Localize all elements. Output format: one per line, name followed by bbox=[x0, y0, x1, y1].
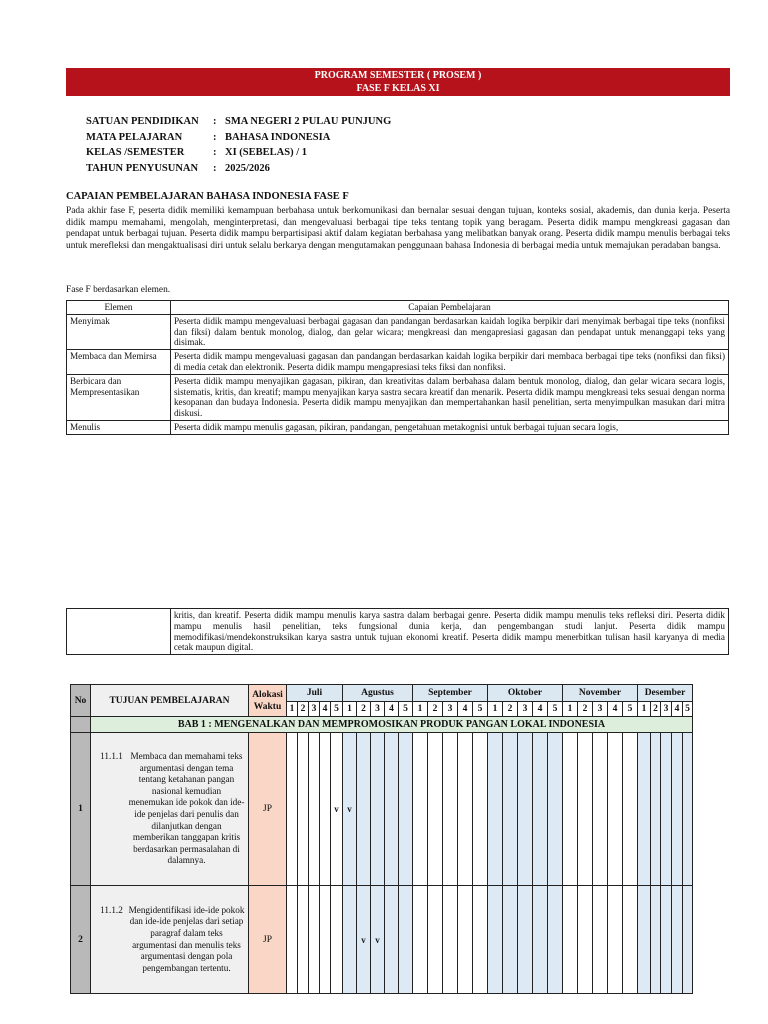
table-row bbox=[67, 609, 729, 655]
week-cell bbox=[578, 733, 593, 886]
week-header: 5 bbox=[683, 702, 693, 717]
week-cell bbox=[593, 733, 608, 886]
alokasi-cell: JP bbox=[249, 733, 287, 886]
identity-colon: : bbox=[213, 116, 217, 128]
week-header: 1 bbox=[287, 702, 298, 717]
identity-colon: : bbox=[213, 162, 217, 174]
month-header: Juli bbox=[287, 685, 343, 702]
week-header: 5 bbox=[623, 702, 638, 717]
week-cell bbox=[683, 733, 693, 886]
week-cell bbox=[320, 733, 331, 886]
week-cell bbox=[443, 886, 458, 994]
week-cell bbox=[357, 733, 371, 886]
tp-code: 11.1.2 bbox=[100, 904, 123, 915]
identity-row bbox=[86, 114, 391, 130]
week-cell bbox=[563, 886, 578, 994]
identity-row bbox=[86, 130, 391, 146]
week-header: 5 bbox=[331, 702, 343, 717]
week-cell bbox=[651, 886, 661, 994]
identity-colon: : bbox=[213, 147, 217, 159]
table-row bbox=[71, 733, 693, 886]
week-header: 2 bbox=[651, 702, 661, 717]
col-header-elemen: Elemen bbox=[67, 301, 171, 315]
title-line-2: FASE F KELAS XI bbox=[356, 83, 440, 94]
month-header: November bbox=[563, 685, 638, 702]
week-header: 3 bbox=[661, 702, 672, 717]
week-cell bbox=[638, 886, 651, 994]
week-mark: v bbox=[357, 886, 371, 994]
week-cell bbox=[473, 733, 488, 886]
week-cell bbox=[623, 886, 638, 994]
week-header: 5 bbox=[473, 702, 488, 717]
week-header: 4 bbox=[385, 702, 399, 717]
week-cell bbox=[593, 886, 608, 994]
week-cell bbox=[548, 733, 563, 886]
element-name: Menulis bbox=[67, 420, 171, 434]
tujuan-cell bbox=[91, 886, 249, 994]
week-cell bbox=[661, 733, 672, 886]
identity-label: SATUAN PENDIDIKAN bbox=[86, 116, 199, 128]
week-cell bbox=[518, 733, 533, 886]
week-cell bbox=[413, 733, 428, 886]
week-cell bbox=[623, 733, 638, 886]
week-mark: v bbox=[343, 733, 357, 886]
elements-table-continued bbox=[66, 608, 729, 655]
week-header: 3 bbox=[593, 702, 608, 717]
week-cell bbox=[563, 733, 578, 886]
week-header: 4 bbox=[458, 702, 473, 717]
identity-value: 2025/2026 bbox=[225, 162, 270, 174]
week-header: 2 bbox=[298, 702, 309, 717]
week-header: 4 bbox=[320, 702, 331, 717]
element-desc: Peserta didik mampu mengevaluasi gagasan dan pandangan berdasarkan kaidah logika berpikir dari membaca berbagai tipe teks (nonfiksi dan fiksi) di media cetak dan elektronik. Peserta didik mampu mengapresiasi teks fiksi dan nonfiksi. bbox=[170, 350, 728, 375]
tp-code: 11.1.1 bbox=[100, 751, 123, 762]
week-cell bbox=[399, 733, 413, 886]
week-cell bbox=[385, 886, 399, 994]
empty-element-cell bbox=[67, 609, 171, 655]
week-cell bbox=[458, 733, 473, 886]
week-cell bbox=[488, 886, 503, 994]
week-cell bbox=[683, 886, 693, 994]
week-cell bbox=[638, 733, 651, 886]
table-row bbox=[67, 350, 729, 375]
week-cell bbox=[320, 886, 331, 994]
week-cell bbox=[298, 733, 309, 886]
element-desc: Peserta didik mampu mengevaluasi berbagai gagasan dan pandangan berdasarkan kaidah logika berpikir dari menyimak berbagai tipe teks (nonfiksi dan fiksi) dalam bentuk monolog, dialog, dan gelar wicara; mengkreasi dan mengapresiasi gagasan dan pendapat untuk menanggapi teks yang disimak. bbox=[170, 314, 728, 349]
week-cell bbox=[503, 733, 518, 886]
week-cell bbox=[533, 886, 548, 994]
identity-colon: : bbox=[213, 131, 217, 143]
week-cell bbox=[458, 886, 473, 994]
capaian-title: CAPAIAN PEMBELAJARAN BAHASA INDONESIA FASE F bbox=[66, 191, 349, 202]
week-cell bbox=[672, 733, 683, 886]
identity-row bbox=[86, 145, 391, 161]
week-cell bbox=[309, 733, 320, 886]
identity-label: KELAS /SEMESTER bbox=[86, 147, 185, 159]
week-header: 1 bbox=[488, 702, 503, 717]
week-cell bbox=[578, 886, 593, 994]
week-cell bbox=[518, 886, 533, 994]
week-cell bbox=[651, 733, 661, 886]
table-row bbox=[67, 420, 729, 434]
identity-value: BAHASA INDONESIA bbox=[225, 131, 331, 143]
week-header: 2 bbox=[357, 702, 371, 717]
week-cell bbox=[533, 733, 548, 886]
week-cell bbox=[488, 733, 503, 886]
bab-title: BAB 1 : MENGENALKAN DAN MEMPROMOSIKAN PRODUK PANGAN LOKAL INDONESIA bbox=[91, 717, 693, 733]
element-name: Menyimak bbox=[67, 314, 171, 349]
week-header: 5 bbox=[548, 702, 563, 717]
col-header-capaian: Capaian Pembelajaran bbox=[170, 301, 728, 315]
element-name: Membaca dan Memirsa bbox=[67, 350, 171, 375]
week-header: 2 bbox=[578, 702, 593, 717]
capaian-paragraph: Pada akhir fase F, peserta didik memiliki kemampuan berbahasa untuk berkomunikasi dan bernalar sesuai dengan tujuan, konteks sosial, akademis, dan dunia kerja. Peserta didik mampu memahami, mengolah, menginterpretasi, dan mengevaluasi berbagai tipe teks tentang topik yang beragam. Peserta didik mampu mengkreasi gagasan dan pendapat untuk berbagai tujuan. Peserta didik mampu berpartisipasi aktif dalam kegiatan berbahasa yang melibatkan banyak orang. Peserta didik mampu menulis berbagai teks untuk merefleksi dan mengaktualisasi diri untuk selalu berkarya dengan mengutamakan penggunaan bahasa Indonesia di berbagai media untuk memajukan peradaban bangsa. bbox=[66, 206, 730, 251]
phase-line: Fase F berdasarkan elemen. bbox=[66, 285, 171, 295]
week-cell bbox=[548, 886, 563, 994]
week-header: 3 bbox=[371, 702, 385, 717]
week-cell bbox=[331, 886, 343, 994]
tujuan-cell bbox=[91, 733, 249, 886]
tp-text: Membaca dan memahami teks argumentasi dengan tema tentang ketahanan pangan nasional kemudian menemukan ide pokok dan ide-ide penjelas dari penulis dan dilanjutkan dengan memberikan tanggapan kritis berdasarkan permasalahan di dalamnya. bbox=[128, 751, 245, 866]
week-cell bbox=[608, 886, 623, 994]
col-header-alokasi: Alokasi Waktu bbox=[249, 685, 287, 717]
document-title-banner bbox=[66, 68, 730, 96]
week-cell bbox=[385, 733, 399, 886]
week-header: 2 bbox=[503, 702, 518, 717]
identity-value: XI (SEBELAS) / 1 bbox=[225, 147, 307, 159]
elements-table bbox=[66, 300, 729, 435]
schedule-table bbox=[70, 684, 693, 994]
week-cell bbox=[371, 733, 385, 886]
identity-row bbox=[86, 161, 391, 177]
bab-row bbox=[71, 717, 693, 733]
table-row bbox=[71, 886, 693, 994]
row-number: 1 bbox=[71, 733, 91, 886]
week-cell bbox=[287, 733, 298, 886]
week-cell bbox=[343, 886, 357, 994]
week-header: 3 bbox=[443, 702, 458, 717]
week-cell bbox=[672, 886, 683, 994]
col-header-no: No bbox=[71, 685, 91, 717]
element-desc: Peserta didik mampu menulis gagasan, pikiran, pandangan, pengetahuan metakognisi untuk berbagai tujuan secara logis, bbox=[170, 420, 728, 434]
identity-label: TAHUN PENYUSUNAN bbox=[86, 162, 199, 174]
week-header: 1 bbox=[638, 702, 651, 717]
week-header: 2 bbox=[428, 702, 443, 717]
menulis-continuation: kritis, dan kreatif. Peserta didik mampu menulis karya sastra dalam berbagai genre. Peserta didik mampu menulis teks refleksi diri. Peserta didik mampu menulis hasil penelitian, teks fungsional dunia kerja, dan pengembangan studi lanjut. Peserta didik mampu memodifikasi/mendekonstruksikan karya sastra untuk tujuan ekonomi kreatif. Peserta didik mampu menerbitkan tulisan hasil karyanya di media cetak maupun digital. bbox=[170, 609, 728, 655]
title-line-1: PROGRAM SEMESTER ( PROSEM ) bbox=[314, 70, 482, 81]
week-cell bbox=[428, 886, 443, 994]
week-header: 4 bbox=[672, 702, 683, 717]
week-cell bbox=[298, 886, 309, 994]
table-row bbox=[67, 314, 729, 349]
week-header: 4 bbox=[608, 702, 623, 717]
tp-text: Mengidentifikasi ide-ide pokok dan ide-ide penjelas dari setiap paragraf dalam teks argumentasi dan menulis teks argumentasi dengan pola pengembangan tertentu. bbox=[128, 904, 245, 973]
month-header: September bbox=[413, 685, 488, 702]
row-number: 2 bbox=[71, 886, 91, 994]
week-header: 3 bbox=[309, 702, 320, 717]
week-cell bbox=[413, 886, 428, 994]
week-header: 1 bbox=[343, 702, 357, 717]
month-header: Desember bbox=[638, 685, 693, 702]
identity-value: SMA NEGERI 2 PULAU PUNJUNG bbox=[225, 116, 392, 128]
week-cell bbox=[503, 886, 518, 994]
bab-no-cell bbox=[71, 717, 91, 733]
week-cell bbox=[443, 733, 458, 886]
schedule-header-row bbox=[71, 685, 693, 702]
week-cell bbox=[287, 886, 298, 994]
alokasi-cell: JP bbox=[249, 886, 287, 994]
week-cell bbox=[309, 886, 320, 994]
week-header: 3 bbox=[518, 702, 533, 717]
week-cell bbox=[608, 733, 623, 886]
week-header: 5 bbox=[399, 702, 413, 717]
week-header: 1 bbox=[563, 702, 578, 717]
month-header: Oktober bbox=[488, 685, 563, 702]
week-header: 4 bbox=[533, 702, 548, 717]
week-cell bbox=[473, 886, 488, 994]
week-mark: v bbox=[371, 886, 385, 994]
week-cell bbox=[428, 733, 443, 886]
table-row bbox=[67, 374, 729, 420]
week-cell bbox=[399, 886, 413, 994]
element-name: Berbicara dan Mempresentasikan bbox=[67, 374, 171, 420]
col-header-tujuan: TUJUAN PEMBELAJARAN bbox=[91, 685, 249, 717]
week-mark: v bbox=[331, 733, 343, 886]
week-cell bbox=[661, 886, 672, 994]
element-desc: Peserta didik mampu menyajikan gagasan, pikiran, dan kreativitas dalam berbahasa dalam bentuk monolog, dialog, dan gelar wicara secara logis, sistematis, kritis, dan kreatif; mampu menyajikan karya sastra secara kreatif dan menarik. Peserta didik mampu mengkreasi teks sesuai dengan norma kesopanan dan budaya Indonesia. Peserta didik mampu menyajikan dan mempertahankan hasil penelitian, serta menyimpulkan masukan dari mitra diskusi. bbox=[170, 374, 728, 420]
week-header: 1 bbox=[413, 702, 428, 717]
identity-block bbox=[86, 114, 391, 176]
month-header: Agustus bbox=[343, 685, 413, 702]
identity-label: MATA PELAJARAN bbox=[86, 131, 183, 143]
